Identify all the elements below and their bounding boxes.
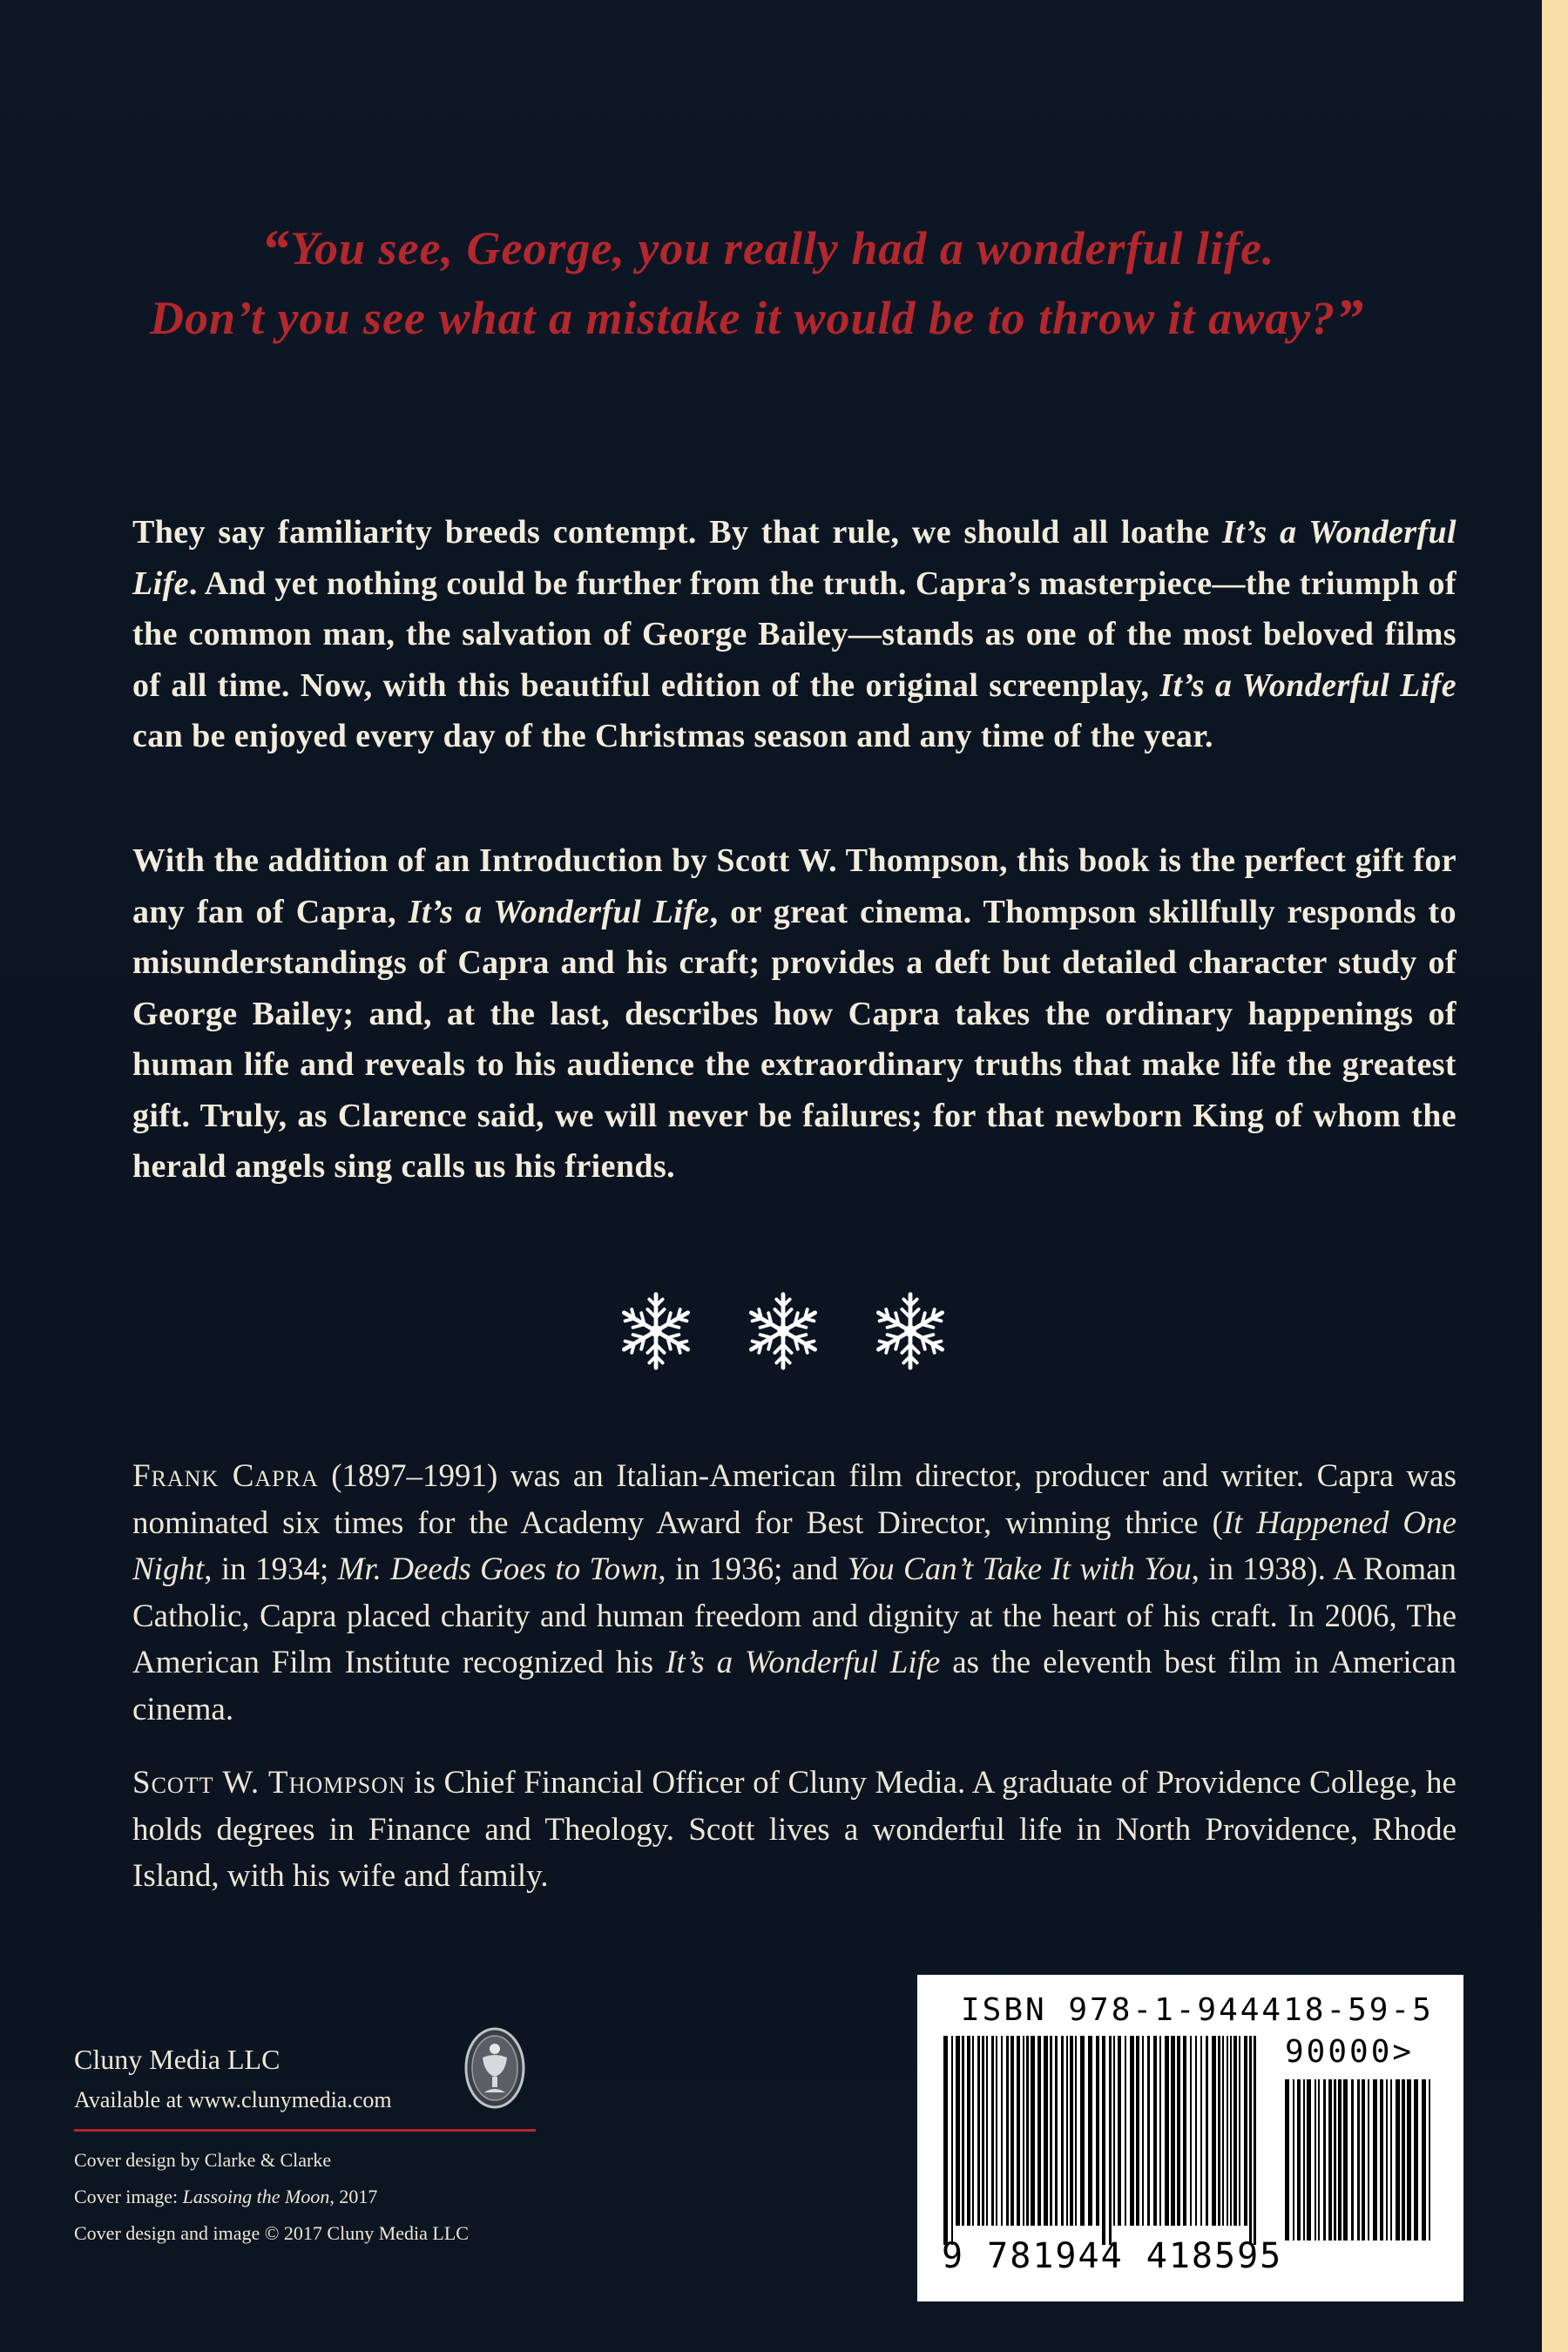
barcode-digits: 9 781944 418595 (942, 2236, 1283, 2276)
blurb-paragraph-2 (132, 835, 1456, 1193)
bio-text: (1897–1991) was an Italian-American film director, producer and writer. Capra was nominated six times for the Academy Award for Best Director, winning thrice ( (132, 1458, 1456, 1541)
author-name: Frank Capra (132, 1458, 319, 1494)
blurb-text: With the addition of an Introduction by Scott W. Thompson, this book is the perfect gift for any fan of Capra, (132, 842, 1456, 930)
snowflake-icon (868, 1289, 952, 1373)
author-bio-thompson (132, 1760, 1456, 1900)
spine-edge (1542, 0, 1568, 2352)
barcode-addon-bars (1285, 2079, 1433, 2240)
bio-text: as the eleventh best film in American cinema. (132, 1645, 1456, 1727)
isbn-number: ISBN 978-1-944418-59-5 (961, 1992, 1434, 2028)
credit-year: , 2017 (329, 2186, 378, 2207)
film-title: It’s a Wonderful Life (1159, 666, 1456, 704)
author-bio-capra (132, 1453, 1456, 1733)
credit-divider (74, 2129, 536, 2132)
quote-text-1: You see, George, you really had a wonderful life. (290, 222, 1275, 274)
blurb-text: can be enjoyed every day of the Christmas season and any time of the year. (132, 718, 1213, 754)
blurb-paragraph-1 (132, 507, 1456, 762)
bio-text: , in 1938). A Roman Catholic, Capra placed charity and human freedom and dignity at the heart of his craft. In 2006, The American Film Institute recognized his (132, 1551, 1457, 1680)
publisher-website: Available at www.clunymedia.com (74, 2087, 392, 2112)
bio-text: , in 1934; (204, 1551, 338, 1587)
close-quote-mark: ” (1335, 287, 1365, 349)
author-name: Scott W. Thompson (132, 1765, 406, 1801)
credit-cover-design: Cover design by Clarke & Clarke (74, 2149, 332, 2171)
film-title: You Can’t Take It with You (847, 1551, 1192, 1587)
film-title: It’s a Wonderful Life (132, 514, 1456, 602)
open-quote-mark: “ (261, 218, 290, 280)
bio-text: , in 1936; and (658, 1551, 848, 1587)
snowflake-icon (614, 1289, 698, 1373)
isbn-barcode (917, 1975, 1463, 2301)
quote-line-2 (150, 283, 1456, 354)
credit-label: Cover image: (74, 2186, 183, 2207)
bio-text: is Chief Financial Officer of Cluny Media. A graduate of Providence College, he holds degrees in Finance and Theology. Scott lives a wonderful life in North Providence, Rhode Island, with his wife and family. (132, 1765, 1456, 1894)
artwork-title: Lassoing the Moon (182, 2186, 330, 2207)
film-title: It Happened One Night (132, 1504, 1457, 1587)
credit-cover-image (74, 2186, 377, 2208)
quote-text-2: Don’t you see what a mistake it would be to throw it away? (150, 292, 1336, 344)
blurb-text: , or great cinema. Thompson skillfully responds to misunderstandings of Capra and his craft; provides a deft but detailed character study of George Bailey; and, at the last, describes how Capra takes the ordinary happenings of human life and reveals to his audience the extraordinary truths that make life the greatest gift. Truly, as Clarence said, we will never be failures; for that newborn King of whom the herald angels sing calls us his friends. (132, 893, 1457, 1185)
blurb-text: . And yet nothing could be further from the truth. Capra’s masterpiece—the triumph of the common man, the salvation of George Bailey—stands as one of the most beloved films of all time. Now, with this beautiful edition of the original screenplay, (132, 564, 1456, 704)
film-title: It’s a Wonderful Life (408, 893, 710, 930)
credit-copyright: Cover design and image © 2017 Cluny Media LLC (74, 2222, 469, 2244)
price-addon: 90000> (1285, 2034, 1415, 2070)
blurb-text: They say familiarity breeds contempt. By that rule, we should all loathe (132, 514, 1223, 551)
snowflake-icon (741, 1289, 825, 1373)
film-title: It’s a Wonderful Life (666, 1645, 941, 1680)
quote-line-1 (261, 213, 1568, 284)
film-title: Mr. Deeds Goes to Town (337, 1551, 659, 1587)
barcode-bars (943, 2036, 1270, 2245)
chalice-icon (463, 2026, 526, 2110)
snowflake-ornaments (614, 1289, 963, 1376)
publisher-name: Cluny Media LLC (74, 2044, 280, 2075)
